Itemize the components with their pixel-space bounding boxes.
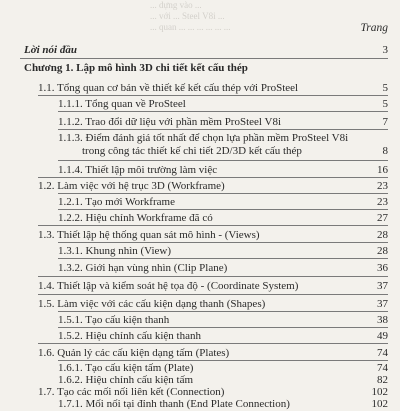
bleed-line: ... quan ... ... ... ... ... ... bbox=[150, 22, 231, 32]
toc-entry-line: 1.1.3. Điểm đánh giá tốt nhất để chọn lựa phần mềm ProSteel V8i bbox=[58, 132, 349, 144]
toc-entry-text: 1.4. Thiết lập và kiểm soát hệ tọa độ - (Coordinate System) bbox=[38, 280, 299, 292]
toc-subsection-1-2-1 bbox=[58, 196, 388, 209]
divider-line bbox=[20, 58, 388, 59]
toc-section-1-2 bbox=[38, 180, 388, 193]
page-column-header: Trang bbox=[360, 22, 388, 34]
toc-section-1-4 bbox=[38, 280, 388, 293]
toc-subsection-1-2-2 bbox=[58, 212, 388, 225]
toc-entry-text: 1.1.1. Tổng quan về ProSteel bbox=[58, 98, 186, 110]
toc-entry-page: 38 bbox=[377, 314, 388, 326]
toc-subsection-1-1-3 bbox=[58, 132, 388, 158]
toc-section-1-1 bbox=[38, 82, 388, 95]
divider-line bbox=[58, 209, 388, 210]
toc-entry-page: 16 bbox=[377, 164, 388, 176]
toc-entry-text: 1.2. Làm việc với hệ trục 3D (Workframe) bbox=[38, 180, 225, 192]
divider-line bbox=[58, 258, 388, 259]
toc-subsection-1-1-4 bbox=[58, 164, 388, 177]
toc-entry-page: 37 bbox=[377, 280, 388, 292]
toc-section-1-3 bbox=[38, 229, 388, 242]
toc-entry-text: 1.6.1. Tạo cấu kiện tấm (Plate) bbox=[58, 362, 194, 374]
toc-entry-page: 8 bbox=[382, 145, 388, 157]
toc-entry-page: 5 bbox=[382, 98, 388, 110]
toc-entry-text: Lời nói đầu bbox=[24, 44, 77, 56]
toc-entry-text bbox=[58, 132, 377, 158]
divider-line bbox=[38, 95, 388, 96]
toc-entry-text: 1.7.1. Mối nối tại đỉnh thanh (End Plate Connection) bbox=[58, 398, 290, 410]
toc-section-1-5 bbox=[38, 298, 388, 311]
toc-entry-text: 1.3. Thiết lập hệ thống quan sát mô hình - (Views) bbox=[38, 229, 260, 241]
toc-entry-page: 74 bbox=[377, 347, 388, 359]
toc-subsection-1-5-1 bbox=[58, 314, 388, 327]
bleed-through-text bbox=[150, 0, 380, 40]
toc-section-1-6 bbox=[38, 347, 388, 360]
bleed-line: ... với ... Steel V8i ... bbox=[150, 11, 225, 21]
toc-subsection-1-3-1 bbox=[58, 245, 388, 258]
divider-line bbox=[38, 343, 388, 344]
toc-chapter-1 bbox=[24, 62, 388, 75]
toc-subsection-1-1-1 bbox=[58, 98, 388, 111]
toc-entry-text: 1.1.2. Trao đổi dữ liệu với phần mềm ProSteel V8i bbox=[58, 116, 282, 128]
divider-line bbox=[38, 276, 388, 277]
toc-entry-page: 82 bbox=[377, 374, 388, 386]
toc-entry-page: 5 bbox=[382, 82, 388, 94]
toc-entry-page: 37 bbox=[377, 298, 388, 310]
toc-entry-text: 1.6.2. Hiệu chỉnh cấu kiện tấm bbox=[58, 374, 194, 386]
toc-entry-page: 28 bbox=[377, 245, 388, 257]
divider-line bbox=[38, 225, 388, 226]
toc-entry-text: 1.5.1. Tạo cấu kiện thanh bbox=[58, 314, 170, 326]
toc-entry-page: 23 bbox=[377, 180, 388, 192]
toc-entry-page: 36 bbox=[377, 262, 388, 274]
divider-line bbox=[58, 111, 388, 112]
toc-entry-text: 1.3.2. Giới hạn vùng nhìn (Clip Plane) bbox=[58, 262, 228, 274]
toc-entry-page: 102 bbox=[371, 386, 388, 398]
toc-entry-page: 102 bbox=[371, 398, 388, 410]
toc-entry-text: 1.5. Làm việc với các cấu kiện dạng thanh (Shapes) bbox=[38, 298, 266, 310]
toc-entry-page: 49 bbox=[377, 330, 388, 342]
divider-line bbox=[58, 193, 388, 194]
toc-entry-page: 28 bbox=[377, 229, 388, 241]
toc-entry-page: 74 bbox=[377, 362, 388, 374]
bleed-line: ... dựng vào ... bbox=[150, 0, 202, 10]
toc-subsection-1-5-2 bbox=[58, 330, 388, 343]
divider-line bbox=[58, 360, 388, 361]
toc-entry-preface bbox=[24, 44, 388, 57]
toc-entry-page: 7 bbox=[382, 116, 388, 128]
toc-entry-text: 1.2.2. Hiệu chỉnh Workframe đã có bbox=[58, 212, 213, 224]
divider-line bbox=[58, 242, 388, 243]
divider-line bbox=[58, 129, 388, 130]
divider-line bbox=[58, 311, 388, 312]
toc-entry-page: 23 bbox=[377, 196, 388, 208]
toc-subsection-1-3-2 bbox=[58, 262, 388, 275]
toc-entry-text: 1.7. Tạo các mối nối liên kết (Connection) bbox=[38, 386, 225, 398]
toc-entry-text: 1.1. Tổng quan cơ bản về thiết kế kết cấu thép với ProSteel bbox=[38, 82, 299, 94]
toc-entry-text: 1.2.1. Tạo mới Workframe bbox=[58, 196, 175, 208]
toc-entry-text: Chương 1. Lập mô hình 3D chi tiết kết cấu thép bbox=[24, 62, 248, 74]
divider-line bbox=[38, 294, 388, 295]
divider-line bbox=[58, 327, 388, 328]
divider-line bbox=[58, 160, 388, 161]
divider-line bbox=[38, 177, 388, 178]
toc-entry-text: 1.1.4. Thiết lập môi trường làm việc bbox=[58, 164, 218, 176]
toc-entry-page: 27 bbox=[377, 212, 388, 224]
toc-entry-text: 1.6. Quản lý các cấu kiện dạng tấm (Plates) bbox=[38, 347, 230, 359]
toc-entry-text: 1.5.2. Hiệu chỉnh cấu kiện thanh bbox=[58, 330, 201, 342]
toc-entry-text: 1.3.1. Khung nhìn (View) bbox=[58, 245, 171, 257]
toc-entry-page: 3 bbox=[382, 44, 388, 56]
toc-subsection-1-1-2 bbox=[58, 116, 388, 129]
toc-entry-line: trong công tác thiết kế chi tiết 2D/3D kết cấu thép bbox=[82, 145, 302, 157]
